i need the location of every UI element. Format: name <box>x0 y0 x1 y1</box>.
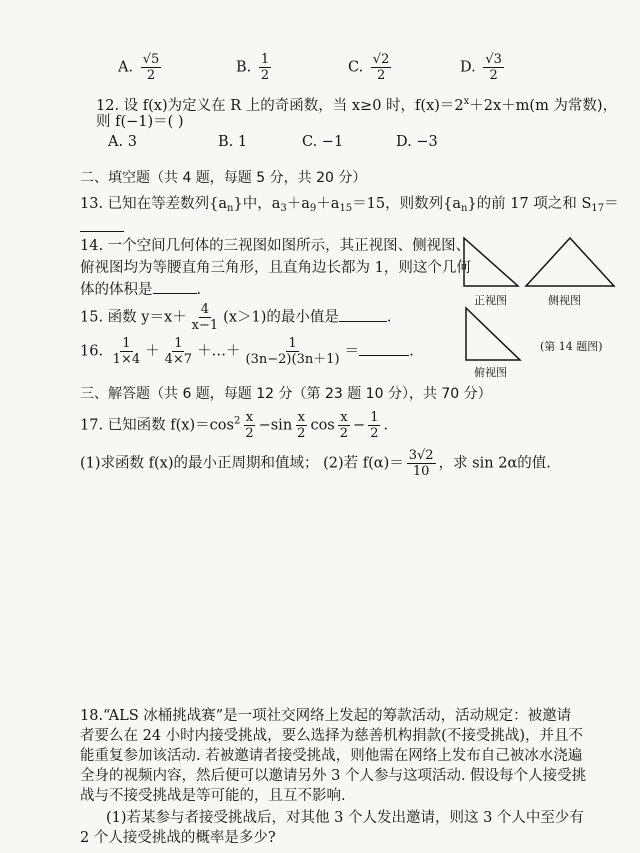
q12-text: 12. 设 f(x)为定义在 R 上的奇函数，当 x≥0 时，f(x)＝2 <box>96 98 464 114</box>
subscript: 15 <box>339 203 353 214</box>
q16-fraction-2 <box>163 336 194 367</box>
q18-line3: 能重复参加该活动. 若被邀请者接受挑战，则他需在网络上发布自己被冰水浇遍 <box>80 748 583 764</box>
q16-text: ＝ <box>344 343 360 360</box>
subscript: 17 <box>591 203 605 214</box>
subscript: 3 <box>280 203 287 214</box>
top-view-label: 俯视图 <box>474 366 507 379</box>
fraction-numerator: 1 <box>122 336 131 351</box>
q17-text: 17. 已知函数 f(x)＝cos <box>80 417 234 434</box>
section-answer-title: 三、解答题（共 6 题，每题 12 分（第 23 题 10 分），共 70 分） <box>80 386 492 402</box>
q18-line2: 者要么在 24 小时内接受挑战，要么选择为慈善机构捐款(不接受挑战)，并且不 <box>80 728 583 744</box>
fraction-denominator: 4×7 <box>164 352 193 367</box>
option-label: C. <box>348 59 364 76</box>
fraction-numerator: x <box>297 410 305 425</box>
fraction-numerator: √3 <box>485 52 502 67</box>
q16-fraction-1 <box>111 336 142 367</box>
q14-line3 <box>80 280 201 300</box>
option-fraction <box>259 52 271 83</box>
q13-answer-blank[interactable] <box>80 230 124 232</box>
q16-stem <box>80 336 414 367</box>
q15-answer-blank[interactable] <box>339 320 387 322</box>
q15-text: . <box>386 309 392 326</box>
q11-option-d <box>460 52 507 83</box>
q15-text: 15. 函数 y＝x＋ <box>80 309 187 326</box>
q14-text: 体的体积是 <box>80 282 153 298</box>
top-view-diagram <box>464 306 524 362</box>
q16-text: ＋…＋ <box>197 343 241 360</box>
fraction-denominator: 2 <box>376 68 386 83</box>
fraction-denominator: 2 <box>297 426 306 441</box>
q13-text: }的前 17 项之和 S <box>467 196 592 212</box>
q16-label: 16. <box>80 343 104 360</box>
fraction-denominator: 2 <box>489 68 498 83</box>
q18-line6: (1)若某参与者接受挑战后，对其他 3 个人发出邀请，则这 3 个人中至少有 <box>106 810 584 826</box>
q17-text: cos <box>310 417 335 434</box>
fraction-numerator: √5 <box>142 52 160 67</box>
q17-text: ，求 sin 2α的值. <box>438 455 551 472</box>
q16-text: ＋ <box>145 343 160 360</box>
fraction-denominator: 1×4 <box>112 352 141 367</box>
q15-text: (x＞1)的最小值是 <box>223 309 339 326</box>
option-fraction <box>371 52 392 83</box>
q17-text: (1)求函数 f(x)的最小正周期和值域； (2)若 f(α)＝ <box>80 455 404 472</box>
q12-option-c: C. −1 <box>302 134 344 150</box>
fraction-numerator: 1 <box>288 336 297 351</box>
q17-parts <box>80 448 551 479</box>
q17-fraction <box>338 410 350 441</box>
q13-text: 13. 已知在等差数列{a <box>80 196 228 212</box>
exponent: 2 <box>233 415 241 427</box>
fraction-denominator: 2 <box>146 68 156 83</box>
fraction-numerator: 1 <box>370 410 379 425</box>
q15-fraction <box>190 302 221 333</box>
fraction-numerator: x <box>245 410 254 425</box>
fraction-numerator: √2 <box>372 52 390 67</box>
q16-answer-blank[interactable] <box>359 354 409 356</box>
q13-text: }中，a <box>233 196 281 212</box>
option-fraction <box>141 52 162 83</box>
q13-text: ＝15，则数列{a <box>352 196 461 212</box>
q17-text: . <box>383 417 389 434</box>
fraction-denominator: 2 <box>260 68 270 83</box>
q14-text: . <box>196 282 202 298</box>
q18-line4: 全身的视频内容，然后便可以邀请另外 3 个人参与这项活动. 假设每个人接受挑 <box>80 768 587 784</box>
fraction-numerator: 4 <box>200 302 210 317</box>
subscript: n <box>227 203 234 214</box>
fraction-numerator: 1 <box>260 52 270 67</box>
q15-stem <box>80 302 391 333</box>
fraction-numerator: x <box>340 410 348 425</box>
q13-stem <box>80 194 619 219</box>
q11-option-c <box>348 52 394 83</box>
q14-line1: 14. 一个空间几何体的三视图如图所示，其正视图、侧视图、 <box>80 238 471 254</box>
side-view-diagram <box>524 236 616 288</box>
option-label: B. <box>236 59 252 76</box>
front-view-label: 正视图 <box>474 294 507 307</box>
option-label: A. <box>118 59 134 76</box>
fraction-denominator: 2 <box>370 426 379 441</box>
exponent: x <box>463 96 470 107</box>
q17-stem <box>80 410 388 441</box>
fraction-denominator: 2 <box>245 426 254 441</box>
q17-fraction <box>368 410 380 441</box>
q11-option-a <box>118 52 164 83</box>
q12-option-d: D. −3 <box>396 134 438 150</box>
fraction-numerator: 3√2 <box>408 448 434 463</box>
q17-fraction <box>295 410 307 441</box>
q12-option-b: B. 1 <box>218 134 248 150</box>
q18-line1: 18.“ALS 冰桶挑战赛”是一项社交网络上发起的筹款活动，活动规定：被邀请 <box>80 708 572 724</box>
q13-text: ＝ <box>604 196 619 212</box>
subscript: n <box>461 203 468 214</box>
q13-text: ＋a <box>316 196 340 212</box>
option-label: D. <box>460 59 476 76</box>
figure-caption: (第 14 题图) <box>540 340 603 353</box>
q18-line5: 战与不接受挑战是等可能的，且互不影响. <box>80 788 346 804</box>
q12-text: ＋2x＋m(m 为常数)， <box>469 98 618 114</box>
q17-fraction <box>243 410 255 441</box>
fraction-numerator: 1 <box>174 336 183 351</box>
q16-fraction-3 <box>244 336 342 367</box>
section-fill-in-title: 二、填空题（共 4 题，每题 5 分，共 20 分） <box>80 170 367 186</box>
q12-option-a: A. 3 <box>108 134 137 150</box>
q13-text: ＋a <box>286 196 310 212</box>
fraction-denominator: x−1 <box>191 318 219 333</box>
q12-stem-line2: 则 f(−1)＝( ) <box>96 114 184 130</box>
fraction-denominator: 2 <box>339 426 349 441</box>
q14-line2: 俯视图均为等腰直角三角形，且直角边长都为 1，则这个几何 <box>80 260 471 276</box>
q16-text: . <box>409 343 414 360</box>
q14-answer-blank[interactable] <box>153 292 197 294</box>
q18-line7: 2 个人接受挑战的概率是多少? <box>80 830 276 846</box>
q17-text: −sin <box>258 417 293 434</box>
q17-text: − <box>353 417 366 434</box>
fraction-denominator: 10 <box>412 464 430 479</box>
q17-part-fraction <box>407 448 436 479</box>
q11-option-b <box>236 52 274 83</box>
front-view-diagram <box>462 236 522 288</box>
fraction-denominator: (3n−2)(3n＋1) <box>245 352 340 367</box>
side-view-label: 侧视图 <box>548 294 581 307</box>
option-fraction <box>483 52 504 83</box>
subscript: 9 <box>309 203 317 214</box>
